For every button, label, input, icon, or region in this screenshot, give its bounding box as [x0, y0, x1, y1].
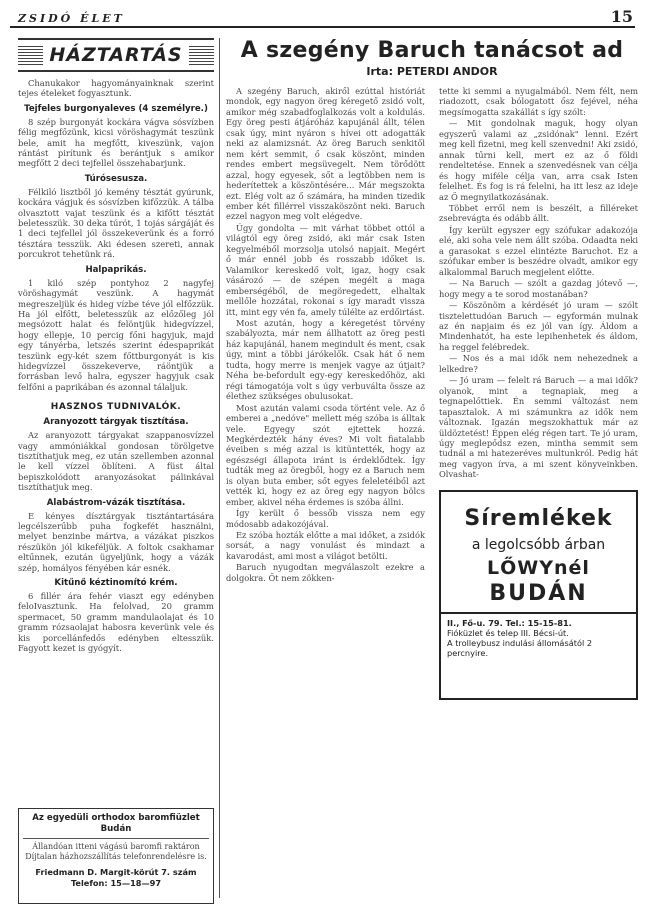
journal-name: ZSIDÓ ÉLET	[18, 12, 125, 25]
article-paragraph: Most azután valami csoda történt vele. Az ő emberei a „nedóve" mellett még szóba is álltak vele. Egyegy szót ejtettek hozzá. Megkérdezték hány éves? Mi volt fiatalabb éveiben s még azzal is kitüntették, hogy az egészségi állapota iránt is érdeklődtek. Így tudták meg az öregből, hogy ez a Baruch nem is olyan buta ember, sőt egyes feleletéiből azt vették ki, hogy ez az öreg egy nagyon bölcs ember, akivel néha érdemes is szóba állni.	[226, 402, 425, 507]
article-column-2	[439, 86, 638, 700]
tip-text-1: Az aranyozott tárgyakat szappanosvízzel vagy ammóniákkal gondosan törölgetve tisztíthatjuk meg, ez után szellemben azonnal le kell vízzel öblíteni. A füst által bepiszkolódott aranyozásokat pálinkával tisztíthatjuk meg.	[18, 430, 214, 493]
article-paragraph: — Na Baruch — szólt a gazdag jótevő —, hogy megy a te sorod mostanában?	[439, 278, 638, 299]
column-divider	[219, 38, 220, 898]
tip-title-3: Kitűnő kéztinomító krém.	[54, 578, 178, 589]
article-column-1	[226, 86, 425, 700]
tombstone-ad-directions: A trolleybusz indulási állomásától 2 percnyire.	[447, 637, 593, 658]
tips-heading: HASZNOS TUDNIVALÓK.	[50, 402, 182, 413]
article-paragraph: Úgy gondolta — mit várhat többet ottól a világtól egy öreg zsidó, aki már csak Isten kegyelméből morzsolja utolsó napjait. Megért ő már ennél jobb és rosszabb időket is. Valamikor kereskedő volt, igaz, hogy csak vásározó — de szépen megélt a maga emberségéből, de megöregedett, elhaltak mellőle hozzátai, rokonai s így maradt vissza itt, mint egy vén fa, amely túlélte az erdőirtást.	[226, 222, 425, 317]
section-banner	[18, 38, 214, 72]
tombstone-ad-brand: LŐWYnél	[487, 556, 590, 579]
article-author: Irta: PETERDI ANDOR	[366, 65, 498, 78]
recipe-text-2: Félkiló lisztből jó kemény tésztát gyúrunk, kockára vágjuk és sósvízben kifőzzük. A tálba olvasztott vajat teszünk és a kifőtt tésztát beletesszük. 30 deka túrót, 1 tojás sárgáját és 1 deci tejfellel jól összekeverünk és a forró tésztára tesszük. Aki édesen szereti, annak porcukrot tehetünk rá.	[18, 186, 214, 260]
poultry-ad-headline: Az egyedüli orthodox baromfiüzlet Budán	[23, 813, 209, 839]
header-rule	[10, 26, 635, 28]
tombstone-ad-headline: Síremlékek	[464, 505, 613, 531]
recipe-title-3: Halpaprikás.	[85, 264, 147, 275]
household-column	[18, 38, 214, 908]
recipe-title-2: Túrósesusza.	[84, 173, 148, 184]
tombstone-ad-city: BUDÁN	[489, 580, 588, 606]
recipe-title-1: Tejfeles burgonyaleves (4 személyre.)	[24, 103, 208, 114]
tip-title-1: Aranyozott tárgyak tisztítása.	[43, 417, 189, 428]
article-paragraph: — Jó uram — felelt rá Baruch — a mai idők? olyanok, mint a tegnapiak, meg a tegnapelőttiek. Én semmi változást nem tapasztalok. A mi számunkra az idők nem változnak. Igazán megszokhattuk már az üldöztetést! Éppen elég régen tart. Te jó uram, úgy meglepődsz ezen, mintha semmit sem tudnál a mi hatezeréves multunkról. Pedig hát meg vagyon írva, a mi szent könyveinkben. Olvashat-	[439, 375, 638, 480]
article-paragraph: A szegény Baruch, akiről ezúttal históriát mondok, egy nagyon öreg kéregető zsidó volt, amikor még szabadfoglalkozás volt a koldulás. Egy öreg pesti átjáróház kapujánál állt, télen csak úgy, mint nyáron s hívei ott adogatták neki az alamizsnát. Az öreg Baruch senkitől nem kért semmit, ő csak köszönt, minden rendes embert megsüvegelt. Nem törődött azzal, hogy egyesek, sőt a legtöbben nem is hederítettek a köszöntésére... Már megszokta ezt. Elég volt az ő számára, ha minden tizedik ember két fillérrel visszaköszönt neki. Baruch ezzel nagyon meg volt elégedve.	[226, 86, 425, 222]
poultry-ad-body: Állandóan itteni vágású baromfi raktáron Díjtalan házhozszállítás telefonrendelésre is.	[25, 842, 207, 861]
article-paragraph: Többet erről nem is beszélt, a filléreket zsebrevágta és odább állt.	[439, 202, 638, 224]
poultry-ad	[18, 808, 214, 904]
article-paragraph: Ez szóba hozták előtte a mai időket, a zsidók sorsát, a nagy vonulást és mindazt a kavarodást, ami most a világot betölti.	[226, 530, 425, 561]
article-paragraph: Így került ő bessőb vissza nem egy módosabb adakozójával.	[226, 508, 425, 529]
tombstone-ad-tagline: a legolcsóbb árban	[471, 536, 606, 553]
page-number: 15	[610, 7, 633, 26]
banner-stripes-right	[189, 45, 214, 65]
poultry-ad-address: Friedmann D. Margit-körút 7. szám Telefon: 15—18—97	[35, 867, 197, 888]
tip-title-2: Alabástrom-vázák tisztítása.	[46, 497, 186, 508]
banner-stripes-left	[18, 45, 43, 65]
tombstone-ad-address: II., Fő-u. 79. Tel.: 15-15-81.	[447, 617, 572, 628]
tombstone-ad	[439, 490, 638, 700]
article	[226, 38, 638, 908]
intro-text: Chanukakor hagyományainknak szerint tejes ételeket fogyasztunk.	[18, 78, 214, 99]
tombstone-ad-branch: Fióküzlet és telep III. Bécsi-út.	[447, 627, 569, 638]
article-paragraph: — Mit gondolnak maguk, hogy olyan egyszerű valami az „zsidónak" lenni. Ezért meg kell fizetni, meg kell szenvedni! Aki zsidó, annak tűrni kell, mert ez az ő földi rendeltetése. Ennek a szenvedésnek van célja és hogy miféle célja van, arra csak Isten felelhet. És fog is rá felelni, ha itt lesz az ideje az Ő megnyilatkozásának.	[439, 118, 638, 202]
recipe-text-1: 8 szép burgonyát kockára vágva sósvízben félig megfőzünk, kicsi vöröshagymát teszünk bele, amit ha megfőtt, kiveszünk, vajon rántást pirítunk és berántjuk s amikor megfőtt 2 deci tejfellel összehabarjunk.	[18, 116, 214, 169]
article-paragraph: — Nos és a mai idők nem nehezednek a lelkedre?	[439, 353, 638, 374]
tip-text-2: E kényes dísztárgyak tisztántartására legcélszerűbb puha fogkefét használni, melyet benzinbe mártva, a vázákat piszkos részükön jól kikeféljük. A foltok csakhamar eltűnnek, ezután ügyeljünk, hogy a vázák szép, homályos fényében kár esnék.	[18, 510, 214, 573]
article-paragraph: Így került egyszer egy szófukar adakozója elé, aki soha vele nem állt szóba. Odaadta neki a garasokat s ezzel elintézte Baruchot. Ez a szófukar ember is beszédre olvadt, amikor egy alkalommal Baruch megjelent előtte.	[439, 224, 638, 277]
article-title: A szegény Baruch tanácsot ad	[240, 38, 624, 63]
tombstone-ad-rule	[441, 612, 636, 614]
article-paragraph: tette ki semmi a nyugalmából. Nem félt, nem riadozott, csak bólogatott ősz fejével, néha megsímogatta szakállát s így szólt:	[439, 86, 638, 117]
article-paragraph: Most azután, hogy a kéregetést törvény szabályozta, már nem állhatott az öreg pesti ház kapujánál, hanem megindult és ment, csak úgy, mint a többi járókelők. Csak hát ő nem tudta, hogy merre is menjek vagye az útjait? Néha be-befordult egy-egy kereskedőhöz, aki régi támogatója volt s úgy verbuválta össze az élethez szükséges obulusokat.	[226, 317, 425, 402]
article-paragraph: Baruch nyugodtan megválaszolt ezekre a dolgokra. Őt nem zökken-	[226, 562, 425, 583]
running-header	[10, 6, 635, 28]
section-title: HÁZTARTÁS	[49, 44, 183, 66]
article-paragraph: — Köszönöm a kérdését jó uram — szólt tisztelettudóan Baruch — egyformán mulnak az én napjaim és ez jól van így. Áldom a Mindenhatót, ha este lepihenhetek és áldom, ha reggel felébredek.	[439, 300, 638, 352]
recipe-text-3: 1 kiló szép pontyhoz 2 nagyfej vöröshagymát veszünk. A hagymát megreszeljük és hideg vízbe téve jól elfőzzük. Ha jól elfőtt, beletesszük az előzőleg jól megsózott halat és felöntjük hidegvízzel, hogy ellepje, 10 percig főni hagyjuk, majd egy tányérba, letszés szerint édespaprikát teszünk egy-két szem főttburgonyát is kis hidegvízzel összekeverve, ráöntjük a forrásban levő halra, egyszer hagyjuk csak felfőni a paprikában és azonnal tálaljuk.	[18, 277, 214, 392]
tip-text-3: 6 fillér ára fehér viaszt egy edényben feloIvasztunk. Ha felolvad, 20 gramm spermacet, 50 gramm mandulaolajat és 10 gramm rózsaolajat habosra keverünk vele és kis porcellánfedős edényben eltesszük. Fagyott kezet is gyógyít.	[18, 591, 214, 654]
